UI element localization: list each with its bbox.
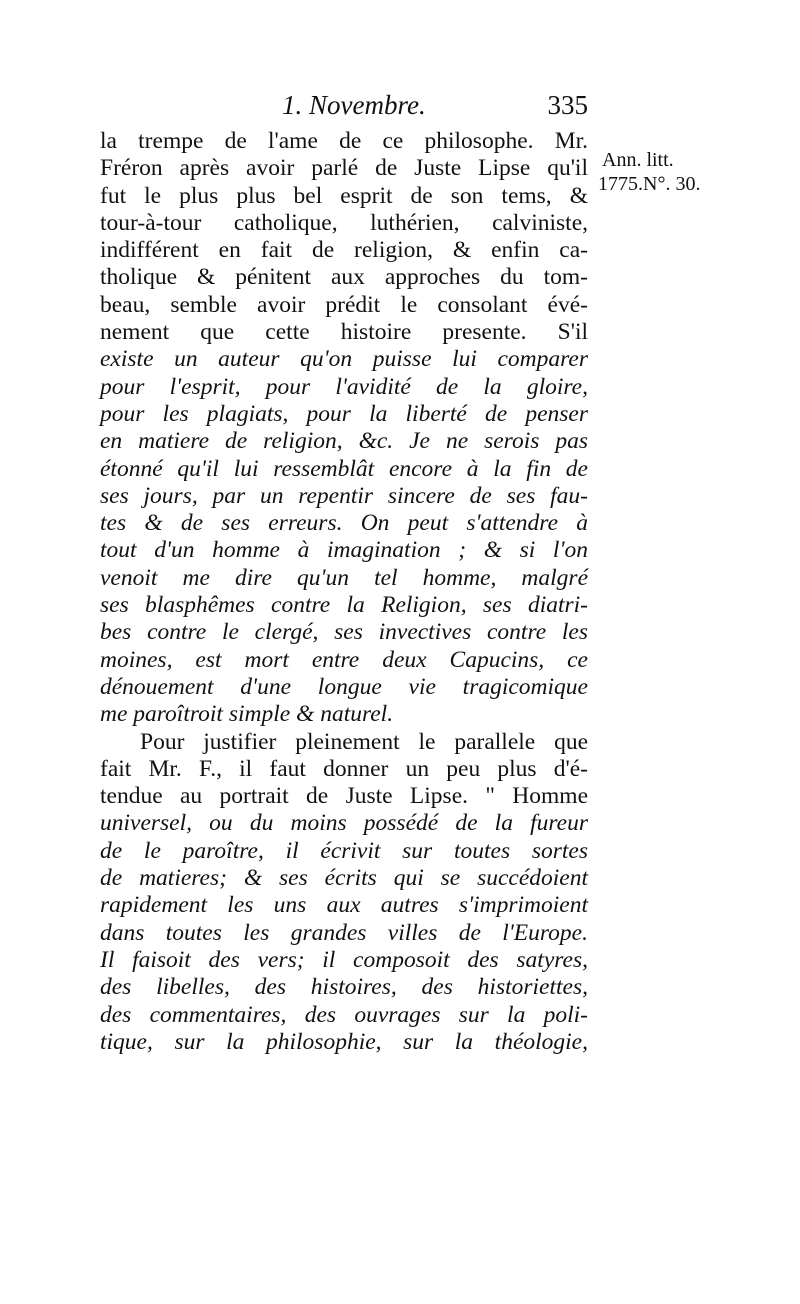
text-line: tendue au portrait de Juste Lipse. " Homme — [100, 783, 588, 810]
text-line: des libelles, des histoires, des historiettes, — [100, 974, 588, 1001]
text-line: Fréron après avoir parlé de Juste Lipse qu'il — [100, 155, 588, 182]
text-line: des commentaires, des ouvrages sur la poli- — [100, 1001, 588, 1028]
text-line: beau, semble avoir prédit le consolant évé- — [100, 291, 588, 318]
body-text — [100, 128, 588, 1056]
page-number: 335 — [547, 90, 588, 120]
text-line: de le paroître, il écrivit sur toutes sortes — [100, 837, 588, 864]
text-line: fait Mr. F., il faut donner un peu plus d'é- — [100, 755, 588, 782]
text-line: tes & de ses erreurs. On peut s'attendre à — [100, 510, 588, 537]
running-head — [104, 90, 588, 124]
text-line: nement que cette histoire presente. S'il — [100, 319, 588, 346]
text-line: indifférent en fait de religion, & enfin ca- — [100, 237, 588, 264]
text-line: ses blasphêmes contre la Religion, ses diatri- — [100, 592, 588, 619]
text-line: en matiere de religion, &c. Je ne serois pas — [100, 428, 588, 455]
text-line: me paroîtroit simple & naturel. — [100, 701, 394, 728]
margin-note-line-1: Ann. litt. — [602, 149, 674, 171]
text-line: bes contre le clergé, ses invectives contre les — [100, 619, 588, 646]
text-line: dans toutes les grandes villes de l'Europe. — [100, 919, 588, 946]
text-line: universel, ou du moins possédé de la fureur — [100, 810, 588, 837]
text-line: dénouement d'une longue vie tragicomique — [100, 673, 588, 700]
text-line: moines, est mort entre deux Capucins, ce — [100, 646, 588, 673]
paragraph-first-line: Pour justifier pleinement le parallele que — [140, 728, 588, 755]
text-line: venoit me dire qu'un tel homme, malgré — [100, 564, 588, 591]
text-line: existe un auteur qu'on puisse lui comparer — [100, 346, 588, 373]
text-line: Il faisoit des vers; il composoit des satyres, — [100, 946, 588, 973]
text-line: tout d'un homme à imagination ; & si l'on — [100, 537, 588, 564]
running-head-title: 1. Novembre. — [282, 90, 426, 120]
text-line: tour-à-tour catholique, luthérien, calviniste, — [100, 209, 588, 236]
text-line: étonné qu'il lui ressemblât encore à la fin de — [100, 455, 588, 482]
text-line: pour l'esprit, pour l'avidité de la gloire, — [100, 373, 588, 400]
text-line: rapidement les uns aux autres s'imprimoient — [100, 892, 588, 919]
text-line: de matieres; & ses écrits qui se succédoient — [100, 865, 588, 892]
text-line: fut le plus plus bel esprit de son tems, & — [100, 182, 588, 209]
margin-note — [598, 148, 718, 196]
text-line: pour les plagiats, pour la liberté de penser — [100, 400, 588, 427]
text-line: la trempe de l'ame de ce philosophe. Mr. — [100, 128, 588, 154]
text-line: tique, sur la philosophie, sur la théologie, — [100, 1028, 588, 1055]
text-line: tholique & pénitent aux approches du tom- — [100, 264, 588, 291]
margin-note-line-2: 1775.N°. 30. — [598, 173, 701, 195]
text-line: ses jours, par un repentir sincere de ses fau- — [100, 482, 588, 509]
